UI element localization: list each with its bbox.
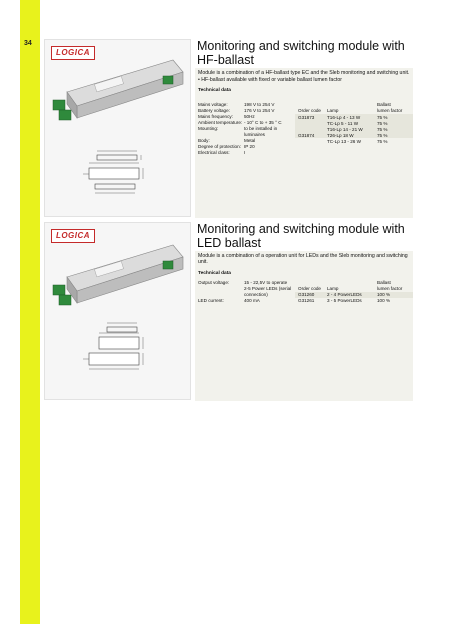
- product-section-hf-ballast: [44, 39, 413, 219]
- spec-value: I: [244, 150, 246, 155]
- order-code: G31873: [298, 115, 315, 120]
- section-title: [197, 39, 413, 67]
- technical-data-heading: Technical data: [198, 270, 231, 276]
- title-line-1: Monitoring and switching module with: [197, 39, 405, 53]
- lamp-type: T16-Lp 4 - 13 W: [327, 115, 361, 120]
- product-description: Module is a combination of a HF-ballast type EC and the Sleb monitoring and switching unit.: [198, 70, 410, 76]
- lamp-type: 2 - 4 PowerLEDs: [327, 292, 362, 297]
- lumen-factor: 75 %: [377, 133, 388, 138]
- spec-label: Body:: [198, 138, 210, 143]
- spec-label: Output voltage:: [198, 280, 230, 285]
- spec-label: Ambient temperature:: [198, 120, 243, 125]
- lamp-type: T16-Lp 14 - 21 W: [327, 127, 363, 132]
- spec-value: Metal: [244, 138, 256, 143]
- spec-label: Degree of protection:: [198, 144, 241, 149]
- product-drawing-hf: [45, 40, 190, 216]
- spec-value: luminaires: [244, 132, 265, 137]
- product-section-led-ballast: [44, 222, 413, 402]
- technical-data-heading: Technical data: [198, 87, 231, 93]
- title-line-1: Monitoring and switching module with: [197, 222, 405, 236]
- order-code: G31260: [298, 292, 315, 297]
- table-header-factor: Ballast: [377, 280, 391, 285]
- feature-bullet: • HF-ballast available with fixed or variable ballast lumen factor: [198, 77, 342, 84]
- product-description: Module is a combination of a operation unit for LEDs and the Sleb monitoring and switching unit.: [198, 253, 408, 266]
- logica-logo: LOGICA: [51, 46, 95, 60]
- lumen-factor: 100 %: [377, 298, 391, 303]
- section-title: [197, 222, 413, 250]
- lamp-type: TC-Lp 5 - 11 W: [327, 121, 359, 126]
- spec-value: 176 V to 254 V: [244, 108, 275, 113]
- lumen-factor: 75 %: [377, 139, 388, 144]
- table-header-lamp: Lamp: [327, 286, 339, 291]
- spec-value: 198 V to 254 V: [244, 102, 275, 107]
- lumen-factor: 75 %: [377, 127, 388, 132]
- spec-value: - 10° C to + 35 ° C: [244, 120, 282, 125]
- spec-value: 15 - 22,5V to operate: [244, 280, 288, 285]
- logica-logo: LOGICA: [51, 229, 95, 243]
- lumen-factor: 75 %: [377, 115, 388, 120]
- lamp-type: 3 - 5 PowerLEDs: [327, 298, 362, 303]
- info-panel: [195, 251, 413, 401]
- spec-label: Electrical class:: [198, 150, 230, 155]
- lamp-type: TC-Lp 13 - 26 W: [327, 139, 361, 144]
- spec-value: 50Hz: [244, 114, 255, 119]
- spec-label: LED current:: [198, 298, 224, 303]
- spec-value: 2-5 Power LEDs (serial: [244, 286, 292, 291]
- product-drawing-led: [45, 223, 190, 399]
- product-photo-hf-module: [44, 39, 191, 217]
- lumen-factor: 75 %: [377, 121, 388, 126]
- spec-value: 400 mA: [244, 298, 260, 303]
- table-header-factor: lumen factor: [377, 286, 403, 291]
- lumen-factor: 100 %: [377, 292, 391, 297]
- spec-label: Battery voltage:: [198, 108, 230, 113]
- order-code: G31874: [298, 133, 315, 138]
- page-sidebar-bar: [20, 0, 40, 624]
- table-header-factor: lumen factor: [377, 108, 403, 113]
- table-header-factor: Ballast: [377, 102, 391, 107]
- table-header-code: Order code: [298, 108, 321, 113]
- spec-value: IP 20: [244, 144, 255, 149]
- spec-label: Mains voltage:: [198, 102, 228, 107]
- order-code: G31261: [298, 298, 315, 303]
- spec-value: to be installed in: [244, 126, 278, 131]
- spec-label: Mains frequency:: [198, 114, 233, 119]
- lamp-type: T26-Lp 18 W: [327, 133, 354, 138]
- spec-value: connection): [244, 292, 268, 297]
- title-line-2: LED ballast: [197, 236, 261, 250]
- spec-label: Mounting:: [198, 126, 219, 131]
- table-header-lamp: Lamp: [327, 108, 339, 113]
- page-number: 34: [24, 40, 32, 47]
- product-photo-led-module: [44, 222, 191, 400]
- info-panel: [195, 68, 413, 218]
- table-header-code: Order code: [298, 286, 321, 291]
- title-line-2: HF-ballast: [197, 53, 254, 67]
